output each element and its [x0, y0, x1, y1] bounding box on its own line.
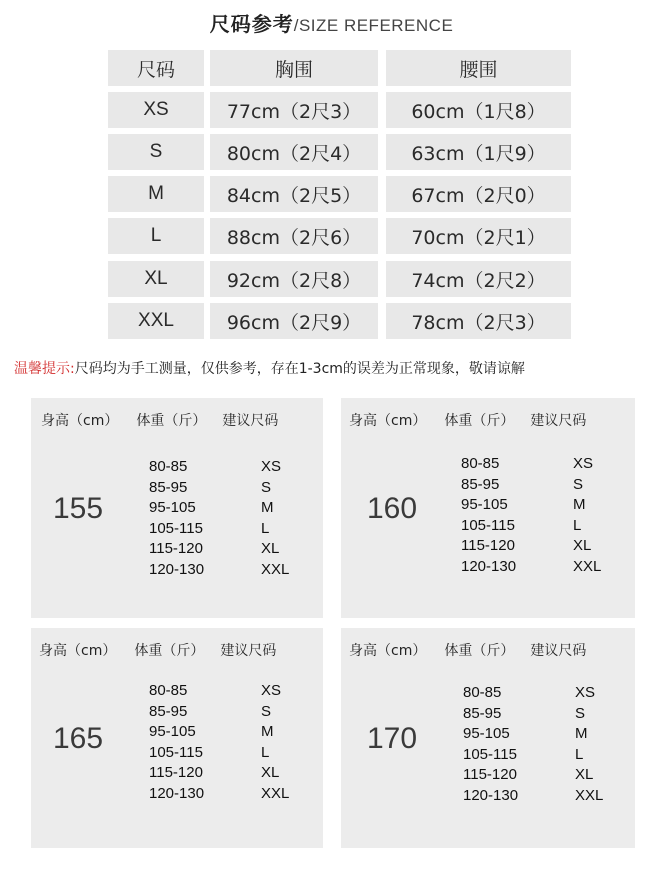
card-row-size: XS	[261, 458, 282, 475]
card-row-weight: 105-115	[149, 743, 203, 761]
card-row	[149, 479, 299, 497]
card-row-weight: 80-85	[149, 458, 188, 475]
card-row-size: XL	[573, 537, 592, 555]
table-cell-waist: 67cm（2尺0）	[386, 176, 571, 212]
card-header-weight: 体重（斤）	[134, 643, 205, 659]
card-row-weight: 120-130	[463, 787, 519, 804]
table-cell-size: XXL	[108, 303, 204, 339]
card-row-weight: 105-115	[149, 519, 203, 537]
card-row-size: XXL	[261, 785, 290, 802]
card-header	[349, 640, 586, 660]
card-header-weight: 体重（斤）	[136, 413, 207, 429]
card-row	[149, 520, 299, 538]
table-cell-chest: 77cm（2尺3）	[210, 92, 378, 128]
card-row	[461, 537, 611, 555]
card-row-weight: 85-95	[149, 702, 188, 720]
card-height-value: 160	[367, 492, 418, 525]
card-row-weight: 85-95	[461, 475, 500, 493]
card-row-size: XXL	[573, 558, 602, 575]
table-header-waist: 腰围	[386, 50, 571, 86]
card-row	[149, 458, 299, 476]
card-row-weight: 95-105	[149, 499, 196, 517]
card-row-size: M	[261, 499, 274, 517]
table-cell-size: S	[108, 134, 204, 170]
card-row-size: XL	[261, 764, 280, 782]
card-height-value: 170	[367, 722, 418, 755]
card-header-size: 建议尺码	[220, 643, 277, 659]
card-row-weight: 115-120	[463, 766, 517, 784]
title-separator: /	[293, 16, 299, 35]
card-row	[149, 723, 299, 741]
card-row-weight: 120-130	[149, 561, 205, 578]
notice-label: 温馨提示:	[14, 361, 75, 377]
card-row-size: L	[575, 745, 584, 763]
card-row-size: XS	[575, 684, 596, 701]
notice	[14, 358, 654, 378]
card-row	[461, 455, 611, 473]
card-row-weight: 80-85	[149, 682, 188, 699]
card-row-size: L	[261, 519, 270, 537]
card-row	[149, 764, 299, 782]
height-card	[31, 398, 323, 618]
card-row	[149, 682, 299, 700]
card-row-weight: 95-105	[149, 723, 196, 741]
card-height-value: 155	[53, 492, 104, 525]
card-header-height: 身高（cm）	[39, 643, 117, 659]
card-row-weight: 115-120	[149, 764, 203, 782]
table-cell-chest: 80cm（2尺4）	[210, 134, 378, 170]
card-row-size: S	[261, 478, 272, 496]
card-row-size: S	[575, 704, 586, 722]
card-header	[349, 410, 586, 430]
card-row	[461, 496, 611, 514]
card-header	[41, 410, 278, 430]
card-row-weight: 105-115	[463, 745, 517, 763]
table-cell-chest: 92cm（2尺8）	[210, 261, 378, 297]
card-row	[463, 766, 613, 784]
card-row	[463, 725, 613, 743]
table-cell-size: XL	[108, 261, 204, 297]
height-card	[341, 398, 635, 618]
height-card	[341, 628, 635, 848]
card-row-weight: 120-130	[149, 785, 205, 802]
card-row-size: XS	[261, 682, 282, 699]
card-row-size: XXL	[575, 787, 604, 804]
card-header-weight: 体重（斤）	[444, 643, 515, 659]
table-cell-size: L	[108, 218, 204, 254]
card-row-size: S	[261, 702, 272, 720]
table-header-size: 尺码	[108, 50, 204, 86]
table-cell-waist: 70cm（2尺1）	[386, 218, 571, 254]
card-header	[39, 640, 276, 660]
table-cell-chest: 88cm（2尺6）	[210, 218, 378, 254]
card-row	[149, 785, 299, 803]
card-row-weight: 95-105	[461, 496, 508, 514]
card-row	[463, 705, 613, 723]
card-row-weight: 80-85	[461, 455, 500, 472]
table-cell-chest: 84cm（2尺5）	[210, 176, 378, 212]
table-cell-waist: 63cm（1尺9）	[386, 134, 571, 170]
card-height-value: 165	[53, 722, 104, 755]
card-header-height: 身高（cm）	[41, 413, 119, 429]
card-row-size: M	[573, 496, 586, 514]
card-row	[461, 476, 611, 494]
table-cell-waist: 60cm（1尺8）	[386, 92, 571, 128]
table-cell-waist: 74cm（2尺2）	[386, 261, 571, 297]
notice-text: 尺码均为手工测量，仅供参考，存在1-3cm的误差为正常现象，敬请谅解	[74, 361, 525, 377]
card-row-size: M	[261, 723, 274, 741]
card-row-size: XL	[261, 540, 280, 558]
card-row-weight: 105-115	[461, 516, 515, 534]
card-header-size: 建议尺码	[530, 643, 587, 659]
page-title	[0, 8, 663, 37]
card-row-size: XL	[575, 766, 594, 784]
card-header-height: 身高（cm）	[349, 413, 427, 429]
card-row-size: S	[573, 475, 584, 493]
table-header-chest: 胸围	[210, 50, 378, 86]
card-row	[463, 684, 613, 702]
card-row-size: XS	[573, 455, 594, 472]
title-cn: 尺码参考	[209, 12, 294, 36]
card-row-weight: 80-85	[463, 684, 502, 701]
card-row-weight: 85-95	[463, 704, 502, 722]
card-row	[461, 558, 611, 576]
card-row-size: L	[261, 743, 270, 761]
card-row	[149, 499, 299, 517]
height-card	[31, 628, 323, 848]
card-row-size: L	[573, 516, 582, 534]
table-cell-waist: 78cm（2尺3）	[386, 303, 571, 339]
card-row	[149, 703, 299, 721]
table-cell-chest: 96cm（2尺9）	[210, 303, 378, 339]
card-row-size: XXL	[261, 561, 290, 578]
card-row-weight: 115-120	[461, 537, 515, 555]
card-row	[463, 746, 613, 764]
title-en: SIZE REFERENCE	[298, 16, 454, 35]
card-row	[149, 744, 299, 762]
card-row-weight: 120-130	[461, 558, 517, 575]
card-row	[149, 540, 299, 558]
table-cell-size: M	[108, 176, 204, 212]
card-row	[463, 787, 613, 805]
card-header-size: 建议尺码	[222, 413, 279, 429]
card-header-weight: 体重（斤）	[444, 413, 515, 429]
card-row	[461, 517, 611, 535]
card-row-weight: 85-95	[149, 478, 188, 496]
table-cell-size: XS	[108, 92, 204, 128]
card-row-size: M	[575, 725, 588, 743]
card-header-height: 身高（cm）	[349, 643, 427, 659]
card-row	[149, 561, 299, 579]
card-row-weight: 95-105	[463, 725, 510, 743]
card-header-size: 建议尺码	[530, 413, 587, 429]
card-row-weight: 115-120	[149, 540, 203, 558]
